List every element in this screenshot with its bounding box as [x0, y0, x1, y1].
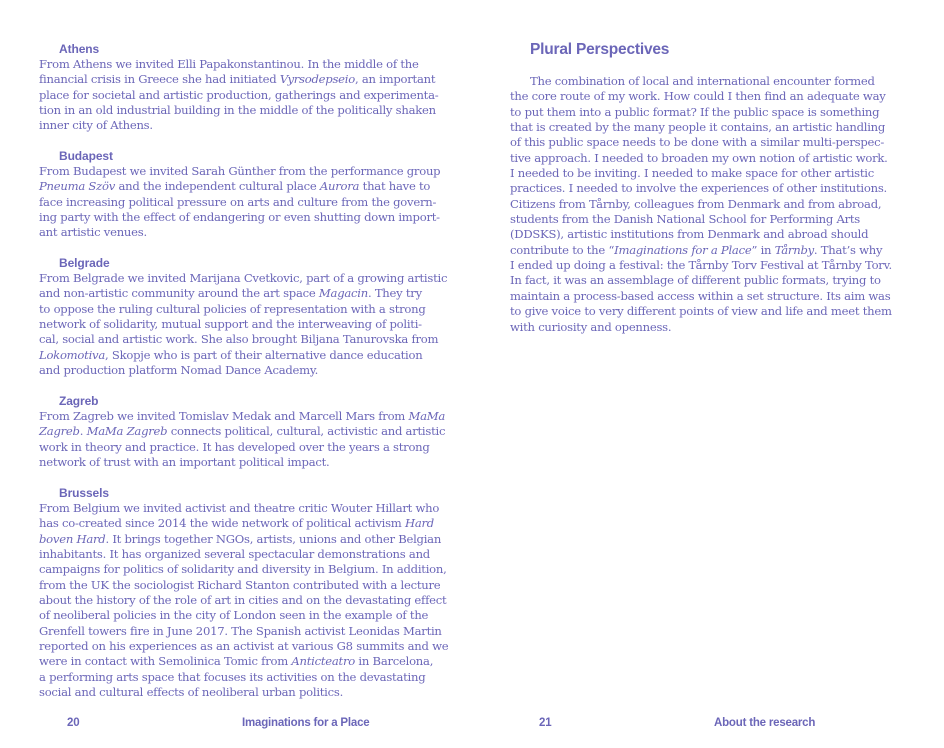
section-body	[39, 164, 454, 241]
text-run: . They try	[367, 286, 422, 301]
italic-title: Lokomotiva	[39, 347, 105, 362]
text-run: students from the Danish National School for Performing Arts	[510, 212, 860, 227]
italic-title: Aurora	[319, 179, 360, 194]
text-run: contribute to the “	[510, 242, 615, 257]
text-line	[510, 273, 892, 288]
chapter-title: Plural Perspectives	[530, 41, 670, 58]
text-run: network of trust with an important political impact.	[39, 455, 330, 470]
text-line	[39, 562, 454, 577]
text-line	[510, 135, 892, 150]
text-run: social and cultural effects of neoliberal urban politics.	[39, 685, 344, 700]
text-run: to give voice to very different points of view and life and meet them	[510, 304, 892, 319]
text-run: From Budapest we invited Sarah Günther from the performance group	[39, 164, 441, 178]
text-line	[39, 286, 454, 301]
text-line	[510, 120, 892, 135]
italic-title: Hard	[404, 516, 434, 531]
text-run: Citizens from Tårnby, colleagues from Denmark and from abroad,	[510, 196, 882, 211]
text-run: The combination of local and international encounter formed	[530, 74, 875, 88]
text-run: of this public space needs to be done with a similar multi-perspec-	[510, 135, 885, 150]
text-line	[510, 105, 892, 120]
text-run: face increasing political pressure on arts and culture from the govern-	[39, 194, 437, 209]
italic-title: Vyrsodepseio	[279, 72, 355, 87]
text-run: I ended up doing a festival: the Tårnby Torv Festival at Tårnby Torv.	[510, 258, 892, 273]
text-line	[39, 210, 454, 225]
text-line	[39, 455, 454, 470]
text-line	[510, 89, 892, 104]
text-line	[39, 578, 454, 593]
text-run: Grenfell towers fire in June 2017. The Spanish activist Leonidas Martin	[39, 623, 442, 638]
page-number: 21	[539, 717, 552, 729]
italic-title: Magacin	[318, 286, 368, 301]
text-run: , an important	[354, 72, 436, 87]
text-line	[39, 363, 454, 378]
text-run: network of solidarity, mutual support and the interweaving of politi-	[39, 317, 422, 332]
running-title: About the research	[714, 717, 816, 729]
text-run: From Athens we invited Elli Papakonstantinou. In the middle of the	[39, 57, 419, 71]
section-body	[39, 57, 454, 134]
text-run: place for societal and artistic production, gatherings and experimenta-	[39, 87, 439, 102]
section-body	[39, 271, 454, 378]
text-run: work in theory and practice. It has developed over the years a strong	[39, 439, 430, 454]
text-line	[39, 624, 454, 639]
text-run: . That’s why	[813, 242, 883, 257]
text-line	[39, 593, 454, 608]
text-line	[510, 74, 892, 89]
text-run: cal, social and artistic work. She also brought Biljana Tanurovska from	[39, 332, 439, 347]
section-brussels	[39, 486, 454, 700]
text-run: with curiosity and openness.	[510, 319, 672, 334]
text-run: that is created by the many people it contains, an artistic handling	[510, 120, 886, 135]
section-belgrade	[39, 256, 454, 378]
text-run: of neoliberal policies in the city of London seen in the example of the	[39, 608, 429, 623]
text-run: .	[79, 424, 87, 439]
italic-title: MaMa Zagreb	[86, 424, 168, 439]
italic-title: Imaginations for a Place	[614, 242, 752, 257]
text-run: From Zagreb we invited Tomislav Medak and Marcell Mars from	[39, 409, 409, 423]
section-body	[39, 501, 454, 700]
right-page	[472, 0, 944, 748]
text-run: tion in an old industrial building in the middle of the politically shaken	[39, 103, 436, 118]
page-number: 20	[67, 717, 80, 729]
text-run: from the UK the sociologist Richard Stanton contributed with a lecture	[39, 577, 441, 592]
text-run: the core route of my work. How could I then find an adequate way	[510, 89, 886, 104]
text-line	[39, 57, 454, 72]
text-run: and production platform Nomad Dance Academy.	[39, 363, 319, 378]
text-line	[39, 348, 454, 363]
text-line	[39, 179, 454, 194]
chapter-body	[510, 74, 892, 335]
text-run: and non-artistic community around the art space	[39, 286, 319, 301]
text-run: has co-created since 2014 the wide network of political activism	[39, 516, 405, 531]
text-run: practices. I needed to involve the experiences of other institutions.	[510, 181, 887, 196]
text-run: . It brings together NGOs, artists, unions and other Belgian	[105, 531, 442, 546]
text-run: (DDSKS), artistic institutions from Denmark and abroad should	[510, 227, 869, 242]
text-line	[510, 212, 892, 227]
text-run: inhabitants. It has organized several spectacular demonstrations and	[39, 547, 430, 562]
text-line	[510, 197, 892, 212]
text-run: financial crisis in Greece she had initiated	[39, 72, 280, 87]
text-line	[39, 302, 454, 317]
text-line	[510, 320, 892, 335]
section-heading: Budapest	[59, 149, 113, 163]
text-run: to put them into a public format? If the public space is something	[510, 104, 880, 119]
text-run: I needed to be inviting. I needed to make space for other artistic	[510, 166, 874, 181]
text-line	[39, 118, 454, 133]
running-title: Imaginations for a Place	[242, 717, 370, 729]
italic-title: Zagreb	[39, 424, 80, 439]
text-line	[510, 304, 892, 319]
text-line	[39, 654, 454, 669]
text-run: to oppose the ruling cultural policies of representation with a strong	[39, 301, 426, 316]
text-line	[510, 166, 892, 181]
text-line	[39, 670, 454, 685]
text-run: and the independent cultural place	[115, 179, 320, 194]
section-athens	[39, 42, 454, 134]
section-body	[39, 409, 454, 470]
section-heading: Athens	[59, 42, 100, 56]
text-run: maintain a process-based access within a set structure. Its aim was	[510, 288, 891, 303]
text-line	[39, 103, 454, 118]
text-line	[39, 532, 454, 547]
text-line	[510, 151, 892, 166]
text-run: a performing arts space that focuses its activities on the devastating	[39, 669, 426, 684]
text-line	[39, 317, 454, 332]
text-run: ing party with the effect of endangering or even shutting down import-	[39, 210, 440, 225]
text-line	[39, 195, 454, 210]
text-run: connects political, cultural, activistic and artistic	[167, 424, 446, 439]
text-run: ” in	[751, 242, 775, 257]
text-line	[510, 289, 892, 304]
text-line	[39, 440, 454, 455]
text-run: reported on his experiences as an activist at various G8 summits and we	[39, 639, 449, 654]
text-run: that have to	[359, 179, 431, 194]
text-line	[39, 608, 454, 623]
text-run: From Belgium we invited activist and theatre critic Wouter Hillart who	[39, 501, 440, 515]
text-line	[510, 258, 892, 273]
italic-title: MaMa	[408, 409, 446, 423]
text-line	[510, 243, 892, 258]
text-line	[39, 271, 454, 286]
section-budapest	[39, 149, 454, 241]
italic-title: Pneuma Szöv	[39, 179, 116, 194]
text-line	[39, 424, 454, 439]
text-line	[39, 516, 454, 531]
text-line	[39, 225, 454, 240]
text-line	[39, 501, 454, 516]
text-line	[510, 181, 892, 196]
italic-title: boven Hard	[39, 531, 106, 546]
text-run: , Skopje who is part of their alternative dance education	[105, 347, 423, 362]
text-run: From Belgrade we invited Marijana Cvetkovic, part of a growing artistic	[39, 271, 448, 285]
text-line	[510, 227, 892, 242]
text-line	[39, 639, 454, 654]
text-run: inner city of Athens.	[39, 118, 153, 133]
text-run: ant artistic venues.	[39, 225, 147, 240]
italic-title: Anticteatro	[291, 654, 355, 669]
text-line	[39, 547, 454, 562]
text-line	[39, 332, 454, 347]
text-run: tive approach. I needed to broaden my own notion of artistic work.	[510, 150, 888, 165]
text-run: about the history of the role of art in cities and on the devastating effect	[39, 593, 447, 608]
text-line	[39, 88, 454, 103]
text-run: in Barcelona,	[355, 654, 434, 669]
text-line	[39, 164, 454, 179]
section-heading: Belgrade	[59, 256, 110, 270]
section-heading: Brussels	[59, 486, 109, 500]
text-run: In fact, it was an assemblage of different public formats, trying to	[510, 273, 881, 288]
text-line	[39, 409, 454, 424]
text-run: were in contact with Semolinica Tomic from	[39, 654, 292, 669]
italic-title: Tårnby	[774, 242, 814, 257]
text-line	[39, 685, 454, 700]
text-run: campaigns for politics of solidarity and diversity in Belgium. In addition,	[39, 562, 447, 577]
section-zagreb	[39, 394, 454, 470]
section-heading: Zagreb	[59, 394, 99, 408]
text-line	[39, 72, 454, 87]
